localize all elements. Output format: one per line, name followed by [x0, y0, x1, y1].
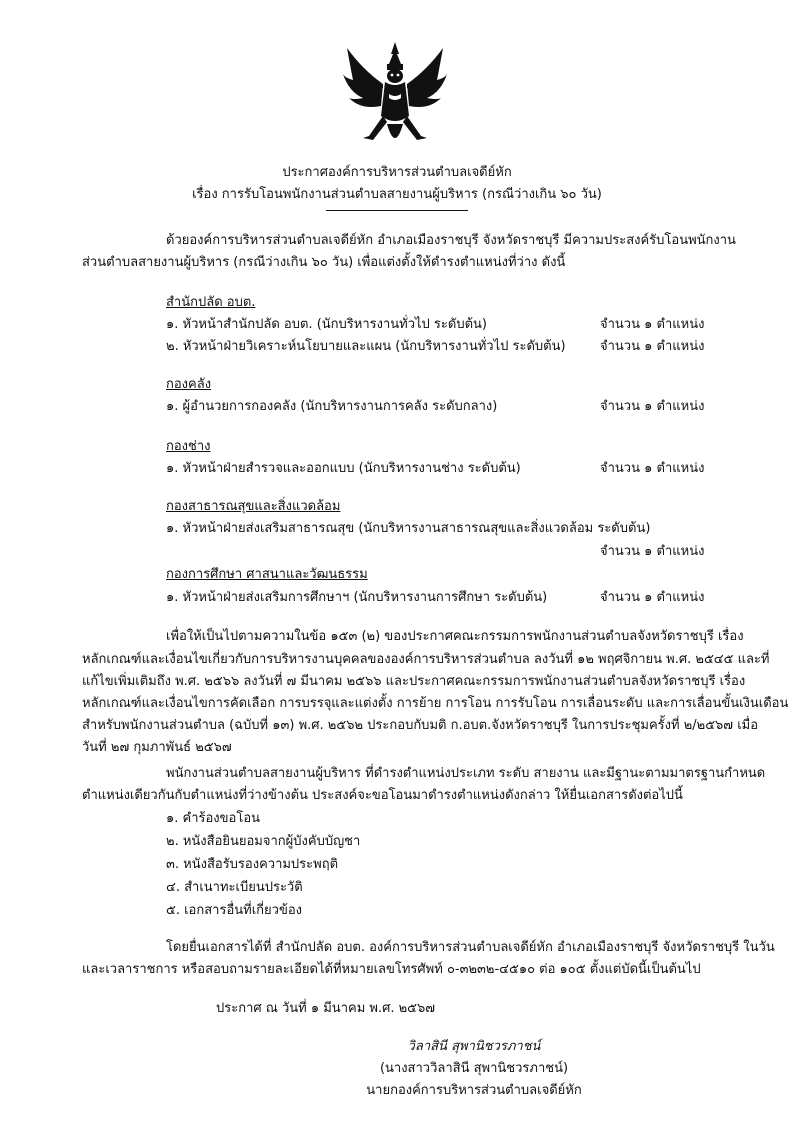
- position-item: ๑. หัวหน้าสำนักปลัด อบต. (นักบริหารงานทั่วไป ระดับต้น): [166, 317, 487, 332]
- title-divider: [326, 210, 468, 211]
- position-item: ๑. หัวหน้าฝ่ายสำรวจและออกแบบ (นักบริหารงานช่าง ระดับต้น): [166, 461, 521, 476]
- position-quantity: จำนวน ๑ ตำแหน่ง: [600, 544, 705, 559]
- para2-line: พนักงานส่วนตำบลสายงานผู้บริหาร ที่ดำรงตำแหน่งประเภท ระดับ สายงาน และมีฐานะตามมาตรฐานกำหนด: [166, 766, 766, 781]
- section-heading-office: สำนักปลัด อบต.: [166, 295, 256, 310]
- para1-line: สำหรับพนักงานส่วนตำบล (ฉบับที่ ๑๓) พ.ศ. ๒๕๖๒ ประกอบกับมติ ก.อบต.จังหวัดราชบุรี ในการประชุมครั้งที่ ๒/๒๕๖๗ เมื่อ: [82, 718, 759, 733]
- document-item: ๑. คำร้องขอโอน: [166, 811, 261, 826]
- position-item: ๑. หัวหน้าฝ่ายส่งเสริมการศึกษาฯ (นักบริหารงานการศึกษา ระดับต้น): [166, 590, 548, 605]
- para1-line: เพื่อให้เป็นไปตามความในข้อ ๑๕๓ (๒) ของประกาศคณะกรรมการพนักงานส่วนตำบลจังหวัดราชบุรี เรื่อง: [166, 629, 744, 644]
- intro-line-1: ด้วยองค์การบริหารส่วนตำบลเจดีย์หัก อำเภอเมืองราชบุรี จังหวัดราชบุรี มีความประสงค์รับโอนพนักงาน: [166, 233, 736, 248]
- para1-line: หลักเกณฑ์และเงื่อนไขการคัดเลือก การบรรจุและแต่งตั้ง การย้าย การโอน การรับโอน การเลื่อนระดับ และการเลื่อนขั้นเงินเดือน: [82, 696, 789, 711]
- document-item: ๓. หนังสือรับรองความประพฤติ: [166, 857, 339, 872]
- signatory-position: นายกองค์การบริหารส่วนตำบลเจดีย์หัก: [366, 1083, 582, 1098]
- para2-line: ตำแหน่งเดียวกันกับตำแหน่งที่ว่างข้างต้น ประสงค์จะขอโอนมาดำรงตำแหน่งดังกล่าว ให้ยื่นเอกสารดังต่อไปนี้: [82, 788, 683, 803]
- announcement-date: ประกาศ ณ วันที่ ๑ มีนาคม พ.ศ. ๒๕๖๗: [216, 1001, 436, 1016]
- garuda-emblem-icon: [343, 40, 447, 152]
- section-heading-public-health: กองสาธารณสุขและสิ่งแวดล้อม: [166, 499, 341, 514]
- position-item: ๑. ผู้อำนวยการกองคลัง (นักบริหารงานการคลัง ระดับกลาง): [166, 399, 498, 414]
- para1-line: วันที่ ๒๗ กุมภาพันธ์ ๒๕๖๗: [82, 740, 232, 755]
- intro-line-2: ส่วนตำบลสายงานผู้บริหาร (กรณีว่างเกิน ๖๐ วัน) เพื่อแต่งตั้งให้ดำรงตำแหน่งที่ว่าง ดังนี้: [82, 255, 566, 270]
- document-item: ๒. หนังสือยินยอมจากผู้บังคับบัญชา: [166, 834, 361, 849]
- para3-line: และเวลาราชการ หรือสอบถามรายละเอียดได้ที่หมายเลขโทรศัพท์ ๐-๓๒๓๒-๔๕๑๐ ต่อ ๑๐๕ ตั้งแต่บัดนี้เป็นต้นไป: [82, 962, 701, 977]
- position-quantity: จำนวน ๑ ตำแหน่ง: [600, 317, 705, 332]
- signature: วิลาสินี สุพานิชวรภาชน์: [407, 1039, 541, 1054]
- document-item: ๔. สำเนาทะเบียนประวัติ: [166, 880, 303, 895]
- section-heading-finance: กองคลัง: [166, 377, 212, 392]
- section-heading-engineering: กองช่าง: [166, 439, 211, 454]
- document-item: ๕. เอกสารอื่นที่เกี่ยวข้อง: [166, 903, 302, 918]
- announcement-title: ประกาศองค์การบริหารส่วนตำบลเจดีย์หัก: [282, 165, 512, 180]
- position-quantity: จำนวน ๑ ตำแหน่ง: [600, 399, 705, 414]
- announcement-subject: เรื่อง การรับโอนพนักงานส่วนตำบลสายงานผู้บริหาร (กรณีว่างเกิน ๖๐ วัน): [192, 187, 602, 202]
- position-quantity: จำนวน ๑ ตำแหน่ง: [600, 339, 705, 354]
- section-heading-education: กองการศึกษา ศาสนาและวัฒนธรรม: [166, 567, 368, 582]
- signatory-name: (นางสาววิลาสินี สุพานิชวรภาชน์): [379, 1061, 569, 1076]
- para3-line: โดยยื่นเอกสารได้ที่ สำนักปลัด อบต. องค์การบริหารส่วนตำบลเจดีย์หัก อำเภอเมืองราชบุรี จังหวัดราชบุรี ในวัน: [166, 940, 775, 955]
- position-item: ๒. หัวหน้าฝ่ายวิเคราะห์นโยบายและแผน (นักบริหารงานทั่วไป ระดับต้น): [166, 339, 566, 354]
- position-item: ๑. หัวหน้าฝ่ายส่งเสริมสาธารณสุข (นักบริหารงานสาธารณสุขและสิ่งแวดล้อม ระดับต้น): [166, 521, 651, 536]
- position-quantity: จำนวน ๑ ตำแหน่ง: [600, 461, 705, 476]
- para1-line: หลักเกณฑ์และเงื่อนไขเกี่ยวกับการบริหารงานบุคคลขององค์การบริหารส่วนตำบล ลงวันที่ ๑๒ พฤศจิกายน พ.ศ. ๒๕๔๕ และที่: [82, 652, 770, 667]
- position-quantity: จำนวน ๑ ตำแหน่ง: [600, 590, 705, 605]
- para1-line: แก้ไขเพิ่มเติมถึง พ.ศ. ๒๕๖๖ ลงวันที่ ๗ มีนาคม ๒๕๖๖ และประกาศคณะกรรมการพนักงานส่วนตำบลจังหวัดราชบุรี เรื่อง: [82, 674, 746, 689]
